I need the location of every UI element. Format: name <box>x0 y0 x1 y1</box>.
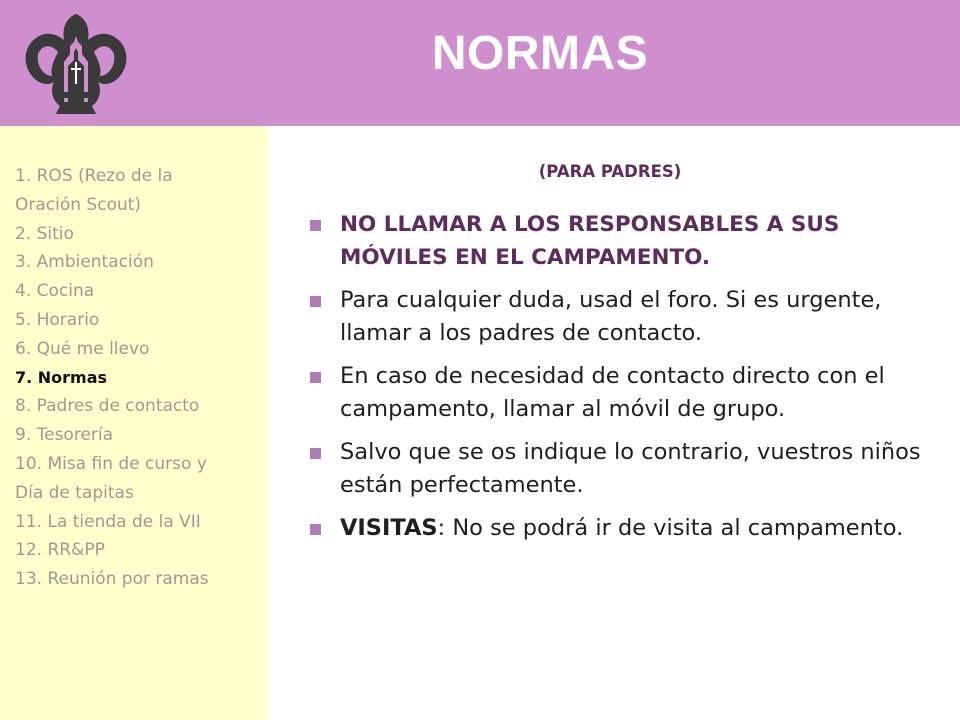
sidebar-item[interactable]: 7. Normas <box>15 367 108 387</box>
list-item <box>308 284 948 350</box>
bullet-text: Para cualquier duda, usad el foro. Si es urgente, llamar a los padres de contacto. <box>340 287 882 346</box>
scout-fleur-de-lis-logo-icon <box>14 10 138 122</box>
square-bullet-icon <box>310 220 321 231</box>
list-item <box>308 208 948 274</box>
sidebar-item[interactable]: 3. Ambientación <box>15 252 154 273</box>
sidebar-item[interactable]: 1. ROS (Rezo de la Oración Scout) <box>15 166 173 215</box>
header-band <box>0 0 960 126</box>
square-bullet-icon <box>310 296 321 307</box>
bullet-text: : No se podrá ir de visita al campamento. <box>437 515 904 541</box>
square-bullet-icon <box>310 372 321 383</box>
sidebar-agenda <box>0 126 268 720</box>
sidebar-item[interactable]: 6. Qué me llevo <box>15 338 150 359</box>
subtitle: (PARA PADRES) <box>538 162 682 181</box>
list-item <box>308 512 948 545</box>
square-bullet-icon <box>310 524 321 535</box>
sidebar-item[interactable]: 2. Sitio <box>15 223 74 244</box>
sidebar-item[interactable]: 10. Misa fin de curso y Día de tapitas <box>15 453 207 503</box>
sidebar-item[interactable]: 8. Padres de contacto <box>15 396 200 417</box>
sidebar-item[interactable]: 5. Horario <box>15 309 100 330</box>
sidebar-item[interactable]: 13. Reunión por ramas <box>15 569 209 590</box>
sidebar-item[interactable]: 9. Tesorería <box>15 425 114 446</box>
bullet-text: NO LLAMAR A LOS RESPONSABLES A SUS MÓVILES EN EL CAMPAMENTO. <box>340 212 840 270</box>
bullet-text: Salvo que se os indique lo contrario, vuestros niños están perfectamente. <box>340 439 921 498</box>
sidebar-item[interactable]: 11. La tienda de la VII <box>15 511 201 532</box>
rules-list <box>308 208 948 555</box>
list-item <box>308 360 948 426</box>
bullet-text: En caso de necesidad de contacto directo con el campamento, llamar al móvil de grupo. <box>340 363 885 422</box>
square-bullet-icon <box>310 448 321 459</box>
page-title: NORMAS <box>431 27 649 80</box>
sidebar-item[interactable]: 4. Cocina <box>15 281 95 302</box>
list-item <box>308 436 948 502</box>
sidebar-item[interactable]: 12. RR&PP <box>15 540 105 561</box>
bullet-bold-word: VISITAS <box>340 515 438 541</box>
